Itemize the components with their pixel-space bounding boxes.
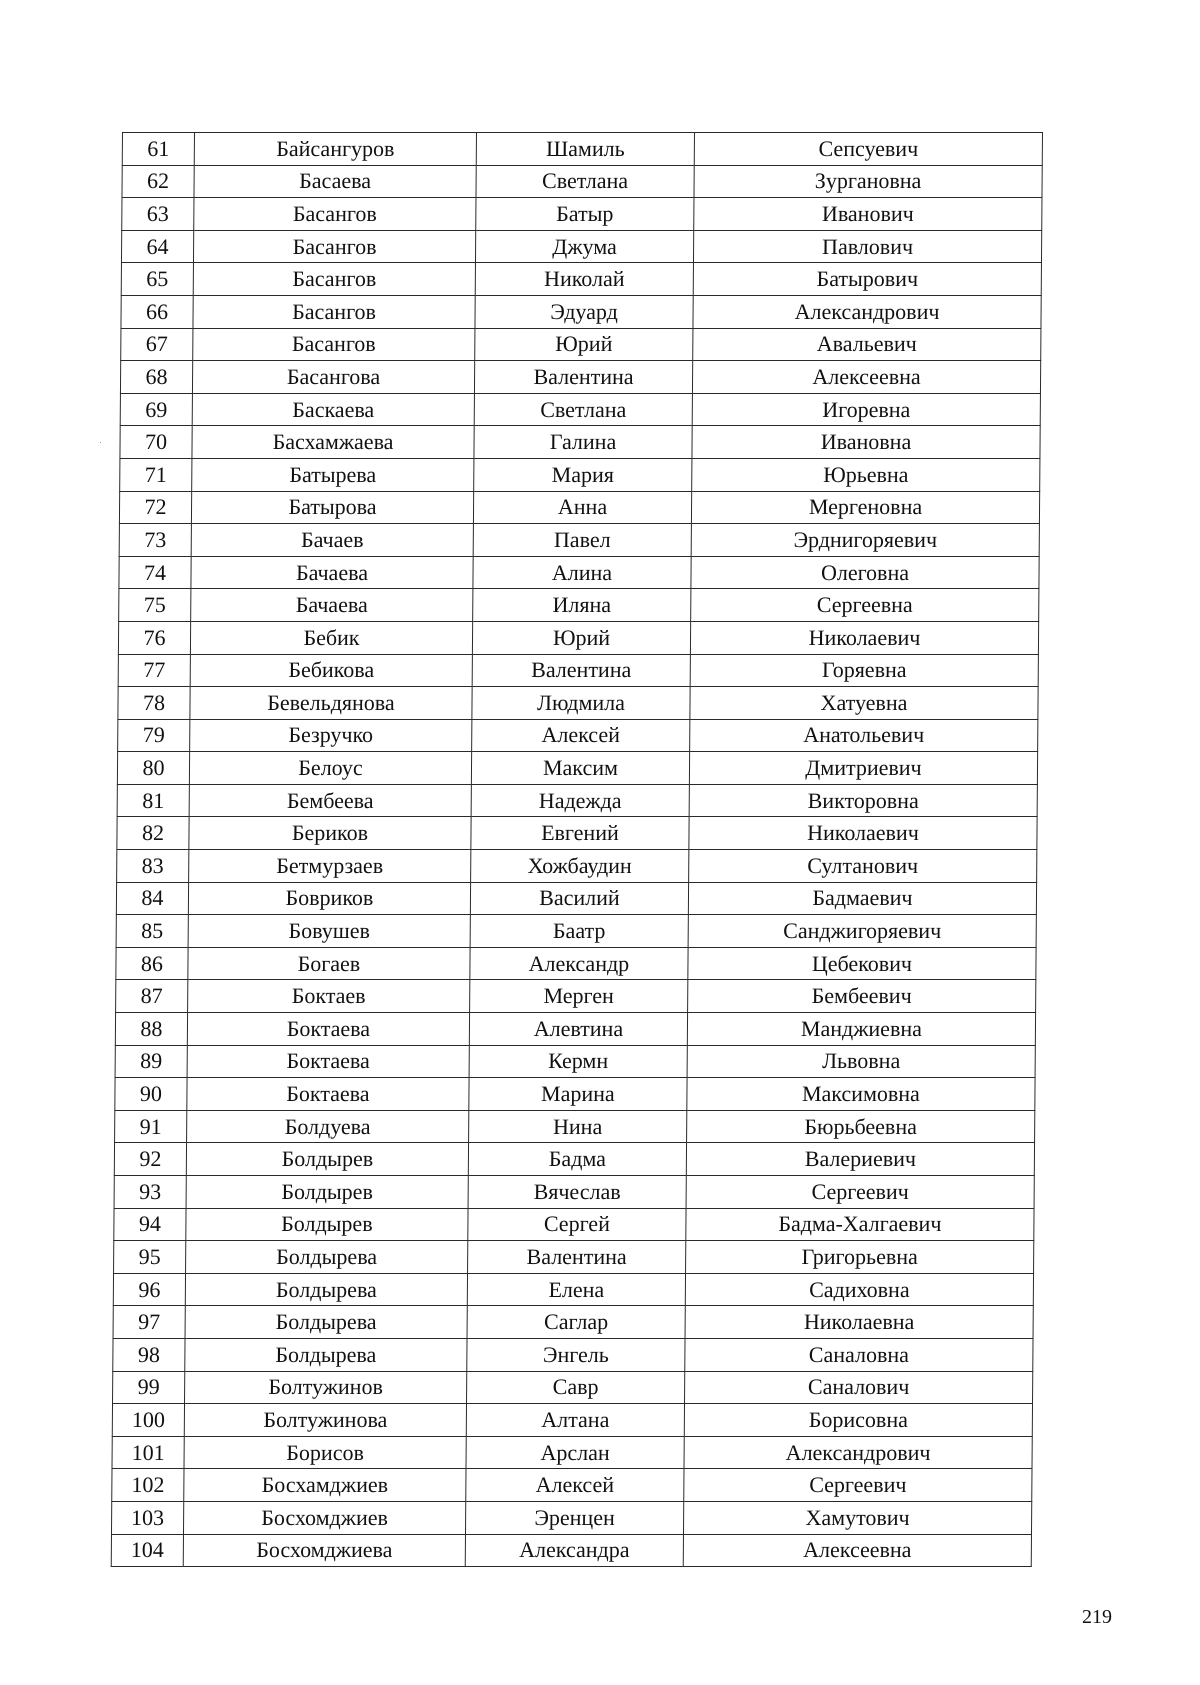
first-name-cell: Арслан — [466, 1436, 684, 1469]
table-row — [116, 915, 1036, 948]
patronymic-cell: Султанович — [689, 850, 1037, 883]
last-name-cell: Босхомджиева — [183, 1534, 465, 1567]
last-name-cell: Баскаева — [192, 393, 474, 426]
table-row — [118, 654, 1038, 687]
first-name-cell: Сергей — [468, 1208, 686, 1241]
last-name-cell: Басхамжаева — [192, 426, 474, 459]
last-name-cell: Безручко — [190, 719, 472, 752]
table-row — [114, 1241, 1034, 1274]
table-row — [113, 1338, 1033, 1371]
patronymic-cell: Юрьевна — [692, 458, 1040, 491]
row-number-cell: 64 — [121, 230, 193, 263]
first-name-cell: Светлана — [474, 393, 692, 426]
last-name-cell: Бачаева — [191, 589, 473, 622]
table-row — [112, 1436, 1032, 1469]
first-name-cell: Светлана — [476, 165, 694, 198]
names-table-body — [111, 133, 1042, 1567]
table-row — [120, 361, 1040, 394]
last-name-cell: Басангов — [193, 263, 475, 296]
first-name-cell: Александра — [465, 1534, 683, 1567]
first-name-cell: Людмила — [472, 687, 690, 720]
table-row — [119, 556, 1039, 589]
row-number-cell: 81 — [117, 784, 189, 817]
row-number-cell: 61 — [122, 133, 194, 166]
patronymic-cell: Григорьевна — [686, 1241, 1034, 1274]
row-number-cell: 73 — [119, 524, 191, 557]
patronymic-cell: Павлович — [693, 230, 1041, 263]
last-name-cell: Болдырева — [185, 1306, 467, 1339]
last-name-cell: Болдырева — [185, 1338, 467, 1371]
last-name-cell: Басангов — [193, 230, 475, 263]
first-name-cell: Максим — [471, 752, 689, 785]
row-number-cell: 89 — [115, 1045, 187, 1078]
patronymic-cell: Олеговна — [691, 556, 1039, 589]
first-name-cell: Хожбаудин — [471, 850, 689, 883]
last-name-cell: Болдырева — [186, 1241, 468, 1274]
patronymic-cell: Николаевич — [690, 621, 1038, 654]
table-row — [117, 850, 1037, 883]
first-name-cell: Юрий — [472, 621, 690, 654]
last-name-cell: Боктаев — [188, 980, 470, 1013]
first-name-cell: Александр — [470, 947, 688, 980]
first-name-cell: Эдуард — [475, 295, 693, 328]
patronymic-cell: Львовна — [687, 1045, 1035, 1078]
row-number-cell: 98 — [113, 1338, 185, 1371]
table-row — [111, 1534, 1031, 1567]
patronymic-cell: Цебекович — [688, 947, 1036, 980]
patronymic-cell: Александрович — [693, 295, 1041, 328]
last-name-cell: Босхомджиев — [183, 1501, 465, 1534]
first-name-cell: Энгель — [467, 1338, 685, 1371]
first-name-cell: Саглар — [467, 1306, 685, 1339]
last-name-cell: Бевельдянова — [190, 687, 472, 720]
last-name-cell: Бовушев — [188, 915, 470, 948]
table-row — [119, 491, 1039, 524]
patronymic-cell: Игоревна — [692, 393, 1040, 426]
last-name-cell: Белоус — [189, 752, 471, 785]
first-name-cell: Валентина — [472, 654, 690, 687]
table-row — [121, 328, 1041, 361]
last-name-cell: Болдырев — [186, 1176, 468, 1209]
patronymic-cell: Бюрьбеевна — [687, 1110, 1035, 1143]
last-name-cell: Бачаев — [191, 524, 473, 557]
table-row — [115, 1013, 1035, 1046]
row-number-cell: 83 — [117, 850, 189, 883]
first-name-cell: Валентина — [468, 1241, 686, 1274]
table-row — [114, 1208, 1034, 1241]
patronymic-cell: Хамутович — [683, 1501, 1031, 1534]
row-number-cell: 71 — [120, 458, 192, 491]
first-name-cell: Иляна — [473, 589, 691, 622]
row-number-cell: 88 — [115, 1013, 187, 1046]
last-name-cell: Боктаева — [187, 1013, 469, 1046]
row-number-cell: 66 — [121, 295, 193, 328]
last-name-cell: Байсангуров — [194, 133, 476, 166]
patronymic-cell: Дмитриевич — [689, 752, 1037, 785]
row-number-cell: 79 — [118, 719, 190, 752]
table-row — [117, 817, 1037, 850]
first-name-cell: Алтана — [466, 1404, 684, 1437]
row-number-cell: 74 — [119, 556, 191, 589]
table-row — [115, 1045, 1035, 1078]
first-name-cell: Василий — [470, 882, 688, 915]
row-number-cell: 78 — [118, 687, 190, 720]
row-number-cell: 70 — [120, 426, 192, 459]
row-number-cell: 97 — [113, 1306, 185, 1339]
row-number-cell: 77 — [118, 654, 190, 687]
first-name-cell: Юрий — [475, 328, 693, 361]
first-name-cell: Мария — [474, 458, 692, 491]
table-row — [112, 1469, 1032, 1502]
row-number-cell: 69 — [120, 393, 192, 426]
last-name-cell: Бетмурзаев — [189, 850, 471, 883]
patronymic-cell: Сергеевич — [686, 1176, 1034, 1209]
first-name-cell: Алевтина — [469, 1013, 687, 1046]
row-number-cell: 84 — [116, 882, 188, 915]
patronymic-cell: Эрднигоряевич — [691, 524, 1039, 557]
patronymic-cell: Хатуевна — [690, 687, 1038, 720]
patronymic-cell: Сепсуевич — [694, 133, 1042, 166]
last-name-cell: Басаева — [194, 165, 476, 198]
last-name-cell: Боктаева — [187, 1045, 469, 1078]
first-name-cell: Джума — [475, 230, 693, 263]
row-number-cell: 72 — [119, 491, 191, 524]
row-number-cell: 75 — [119, 589, 191, 622]
last-name-cell: Богаев — [188, 947, 470, 980]
table-row — [113, 1306, 1033, 1339]
table-row — [121, 263, 1041, 296]
table-row — [122, 133, 1042, 166]
row-number-cell: 102 — [112, 1469, 184, 1502]
table-row — [112, 1404, 1032, 1437]
table-row — [120, 458, 1040, 491]
patronymic-cell: Николаевна — [685, 1306, 1033, 1339]
last-name-cell: Батырева — [192, 458, 474, 491]
patronymic-cell: Алексеевна — [683, 1534, 1031, 1567]
first-name-cell: Елена — [467, 1273, 685, 1306]
first-name-cell: Алина — [473, 556, 691, 589]
last-name-cell: Болдуева — [187, 1110, 469, 1143]
patronymic-cell: Бембеевич — [688, 980, 1036, 1013]
last-name-cell: Болдырев — [186, 1143, 468, 1176]
row-number-cell: 65 — [121, 263, 193, 296]
patronymic-cell: Мергеновна — [691, 491, 1039, 524]
row-number-cell: 103 — [111, 1501, 183, 1534]
patronymic-cell: Бадма-Халгаевич — [686, 1208, 1034, 1241]
row-number-cell: 101 — [112, 1436, 184, 1469]
table-row — [119, 589, 1039, 622]
first-name-cell: Бадма — [468, 1143, 686, 1176]
patronymic-cell: Борисовна — [684, 1404, 1032, 1437]
first-name-cell: Галина — [474, 426, 692, 459]
table-row — [118, 621, 1038, 654]
last-name-cell: Болтужинов — [185, 1371, 467, 1404]
last-name-cell: Болдырева — [185, 1273, 467, 1306]
last-name-cell: Борисов — [184, 1436, 466, 1469]
patronymic-cell: Николаевич — [689, 817, 1037, 850]
row-number-cell: 104 — [111, 1534, 183, 1567]
patronymic-cell: Алексеевна — [692, 361, 1040, 394]
first-name-cell: Савр — [467, 1371, 685, 1404]
last-name-cell: Басангов — [193, 328, 475, 361]
last-name-cell: Болдырев — [186, 1208, 468, 1241]
first-name-cell: Павел — [473, 524, 691, 557]
first-name-cell: Кермн — [469, 1045, 687, 1078]
row-number-cell: 68 — [120, 361, 192, 394]
first-name-cell: Валентина — [474, 361, 692, 394]
patronymic-cell: Батырович — [693, 263, 1041, 296]
patronymic-cell: Александрович — [684, 1436, 1032, 1469]
patronymic-cell: Ивановна — [692, 426, 1040, 459]
table-row — [113, 1371, 1033, 1404]
last-name-cell: Батырова — [191, 491, 473, 524]
table-row — [116, 980, 1036, 1013]
last-name-cell: Басангова — [192, 361, 474, 394]
row-number-cell: 96 — [113, 1273, 185, 1306]
table-row — [114, 1143, 1034, 1176]
row-number-cell: 82 — [117, 817, 189, 850]
table-row — [121, 295, 1041, 328]
first-name-cell: Шамиль — [476, 133, 694, 166]
table-row — [117, 752, 1037, 785]
row-number-cell: 62 — [122, 165, 194, 198]
table-row — [118, 719, 1038, 752]
patronymic-cell: Бадмаевич — [688, 882, 1036, 915]
last-name-cell: Бебик — [190, 621, 472, 654]
scan-speck — [100, 442, 101, 443]
row-number-cell: 100 — [112, 1404, 184, 1437]
table-row — [122, 198, 1042, 231]
row-number-cell: 85 — [116, 915, 188, 948]
row-number-cell: 86 — [116, 947, 188, 980]
page-number: 219 — [1082, 1606, 1112, 1628]
first-name-cell: Мерген — [470, 980, 688, 1013]
row-number-cell: 63 — [122, 198, 194, 231]
row-number-cell: 99 — [113, 1371, 185, 1404]
last-name-cell: Болтужинова — [184, 1404, 466, 1437]
patronymic-cell: Иванович — [694, 198, 1042, 231]
table-row — [113, 1273, 1033, 1306]
table-row — [121, 230, 1041, 263]
first-name-cell: Надежда — [471, 784, 689, 817]
last-name-cell: Бачаева — [191, 556, 473, 589]
last-name-cell: Босхамджиев — [184, 1469, 466, 1502]
row-number-cell: 95 — [114, 1241, 186, 1274]
row-number-cell: 92 — [114, 1143, 186, 1176]
table-row — [114, 1176, 1034, 1209]
table-row — [115, 1078, 1035, 1111]
first-name-cell: Нина — [469, 1110, 687, 1143]
patronymic-cell: Манджиевна — [687, 1013, 1035, 1046]
last-name-cell: Басангов — [194, 198, 476, 231]
document-page — [122, 132, 1042, 1567]
patronymic-cell: Сергеевич — [684, 1469, 1032, 1502]
last-name-cell: Бебикова — [190, 654, 472, 687]
patronymic-cell: Садиховна — [685, 1273, 1033, 1306]
table-row — [120, 426, 1040, 459]
table-row — [119, 524, 1039, 557]
first-name-cell: Алексей — [466, 1469, 684, 1502]
row-number-cell: 94 — [114, 1208, 186, 1241]
table-row — [120, 393, 1040, 426]
row-number-cell: 76 — [118, 621, 190, 654]
row-number-cell: 90 — [115, 1078, 187, 1111]
patronymic-cell: Зургановна — [694, 165, 1042, 198]
patronymic-cell: Авальевич — [693, 328, 1041, 361]
last-name-cell: Боктаева — [187, 1078, 469, 1111]
table-row — [117, 784, 1037, 817]
row-number-cell: 67 — [121, 328, 193, 361]
last-name-cell: Бериков — [189, 817, 471, 850]
row-number-cell: 91 — [115, 1110, 187, 1143]
row-number-cell: 80 — [117, 752, 189, 785]
table-row — [115, 1110, 1035, 1143]
first-name-cell: Баатр — [470, 915, 688, 948]
table-row — [118, 687, 1038, 720]
first-name-cell: Марина — [469, 1078, 687, 1111]
patronymic-cell: Валериевич — [686, 1143, 1034, 1176]
first-name-cell: Анна — [473, 491, 691, 524]
row-number-cell: 87 — [116, 980, 188, 1013]
row-number-cell: 93 — [114, 1176, 186, 1209]
table-row — [122, 165, 1042, 198]
first-name-cell: Вячеслав — [468, 1176, 686, 1209]
last-name-cell: Бембеева — [189, 784, 471, 817]
patronymic-cell: Горяевна — [690, 654, 1038, 687]
table-row — [116, 882, 1036, 915]
patronymic-cell: Сергеевна — [691, 589, 1039, 622]
patronymic-cell: Саналовна — [685, 1338, 1033, 1371]
first-name-cell: Николай — [475, 263, 693, 296]
first-name-cell: Алексей — [472, 719, 690, 752]
patronymic-cell: Санджигоряевич — [688, 915, 1036, 948]
last-name-cell: Басангов — [193, 295, 475, 328]
first-name-cell: Евгений — [471, 817, 689, 850]
patronymic-cell: Максимовна — [687, 1078, 1035, 1111]
first-name-cell: Эренцен — [465, 1501, 683, 1534]
patronymic-cell: Анатольевич — [690, 719, 1038, 752]
patronymic-cell: Саналович — [685, 1371, 1033, 1404]
first-name-cell: Батыр — [476, 198, 694, 231]
last-name-cell: Бовриков — [188, 882, 470, 915]
table-row — [111, 1501, 1031, 1534]
table-row — [116, 947, 1036, 980]
names-table — [111, 132, 1043, 1567]
patronymic-cell: Викторовна — [689, 784, 1037, 817]
